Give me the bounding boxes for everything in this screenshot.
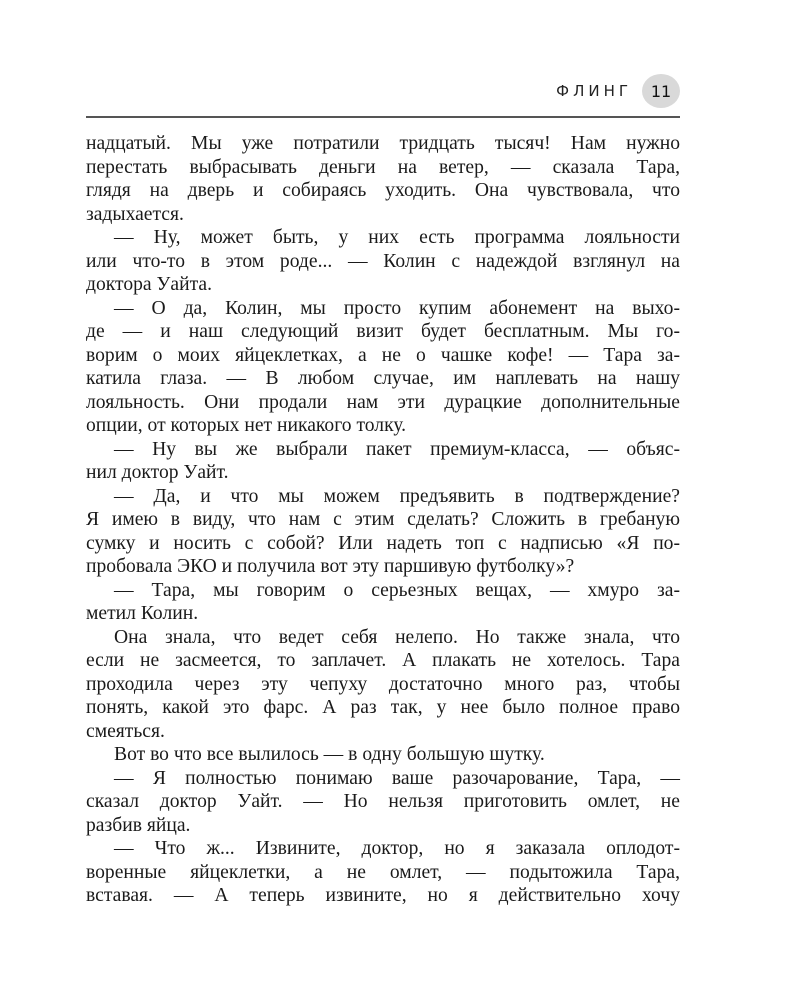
text-line: разбив яйца. — [86, 814, 191, 836]
text-line: сумку и носить с собой? Или надеть топ с надписью «Я по- — [86, 532, 680, 554]
text-line: сказал доктор Уайт. — Но нельзя приготовить омлет, не — [86, 791, 680, 812]
text-line: Она знала, что ведет себя нелепо. Но также знала, что — [114, 626, 680, 648]
text-line: Вот во что все вылилось — в одну большую шутку. — [114, 744, 545, 765]
text-line: если не засмеется, то заплачет. А плакать не хотелось. Тара — [86, 650, 680, 671]
text-line: пробовала ЭКО и получила вот эту паршивую футболку»? — [86, 556, 575, 577]
text-line: или что-то в этом роде... — Колин с надеждой взглянул на — [86, 250, 680, 272]
text-line: доктора Уайта. — [86, 274, 212, 295]
text-line: — Что ж... Извините, доктор, но я заказала оплодот- — [114, 838, 680, 859]
body-text — [86, 132, 680, 908]
text-line: понять, какой это фарс. А раз так, у нее было полное право — [86, 697, 680, 718]
text-line: лояльность. Они продали нам эти дурацкие дополнительные — [86, 391, 680, 413]
text-line: ворим о моих яйцеклетках, а не о чашке кофе! — Тара за- — [86, 344, 680, 366]
text-line: глядя на дверь и собираясь уходить. Она чувствовала, что — [86, 180, 680, 201]
text-line: — Да, и что мы можем предъявить в подтверждение? — [114, 485, 680, 507]
text-line: метил Колин. — [86, 603, 199, 624]
text-line: проходила через эту чепуху достаточно много раз, чтобы — [86, 673, 680, 695]
text-line: — Тара, мы говорим о серьезных вещах, — хмуро за- — [114, 579, 680, 601]
text-line: — Ну вы же выбрали пакет премиум-класса, — объяс- — [114, 438, 680, 460]
text-line: нил доктор Уайт. — [86, 462, 229, 483]
text-line: де — и наш следующий визит будет бесплатным. Мы го- — [86, 321, 680, 342]
book-title: ФЛИНГ — [556, 82, 632, 100]
page-number: 11 — [642, 74, 680, 108]
text-line: надцатый. Мы уже потратили тридцать тысяч! Нам нужно — [86, 133, 680, 154]
header-rule — [86, 116, 680, 118]
text-line: — О да, Колин, мы просто купим абонемент на выхо- — [114, 297, 680, 319]
text-line: — Ну, может быть, у них есть программа лояльности — [114, 227, 680, 248]
text-line: катила глаза. — В любом случае, им наплевать на нашу — [86, 368, 680, 389]
text-line: Я имею в виду, что нам с этим сделать? Сложить в гребаную — [86, 509, 680, 530]
text-line: воренные яйцеклетки, а не омлет, — подытожила Тара, — [86, 861, 680, 883]
text-line: опции, от которых нет никакого толку. — [86, 415, 407, 436]
text-line: смеяться. — [86, 720, 165, 742]
running-head — [86, 72, 680, 112]
text-line: перестать выбрасывать деньги на ветер, — сказала Тара, — [86, 156, 680, 178]
text-line: вставая. — А теперь извините, но я действительно хочу — [86, 885, 680, 906]
text-line: — Я полностью понимаю ваше разочарование, Тара, — — [114, 767, 680, 789]
text-line: задыхается. — [86, 203, 184, 225]
